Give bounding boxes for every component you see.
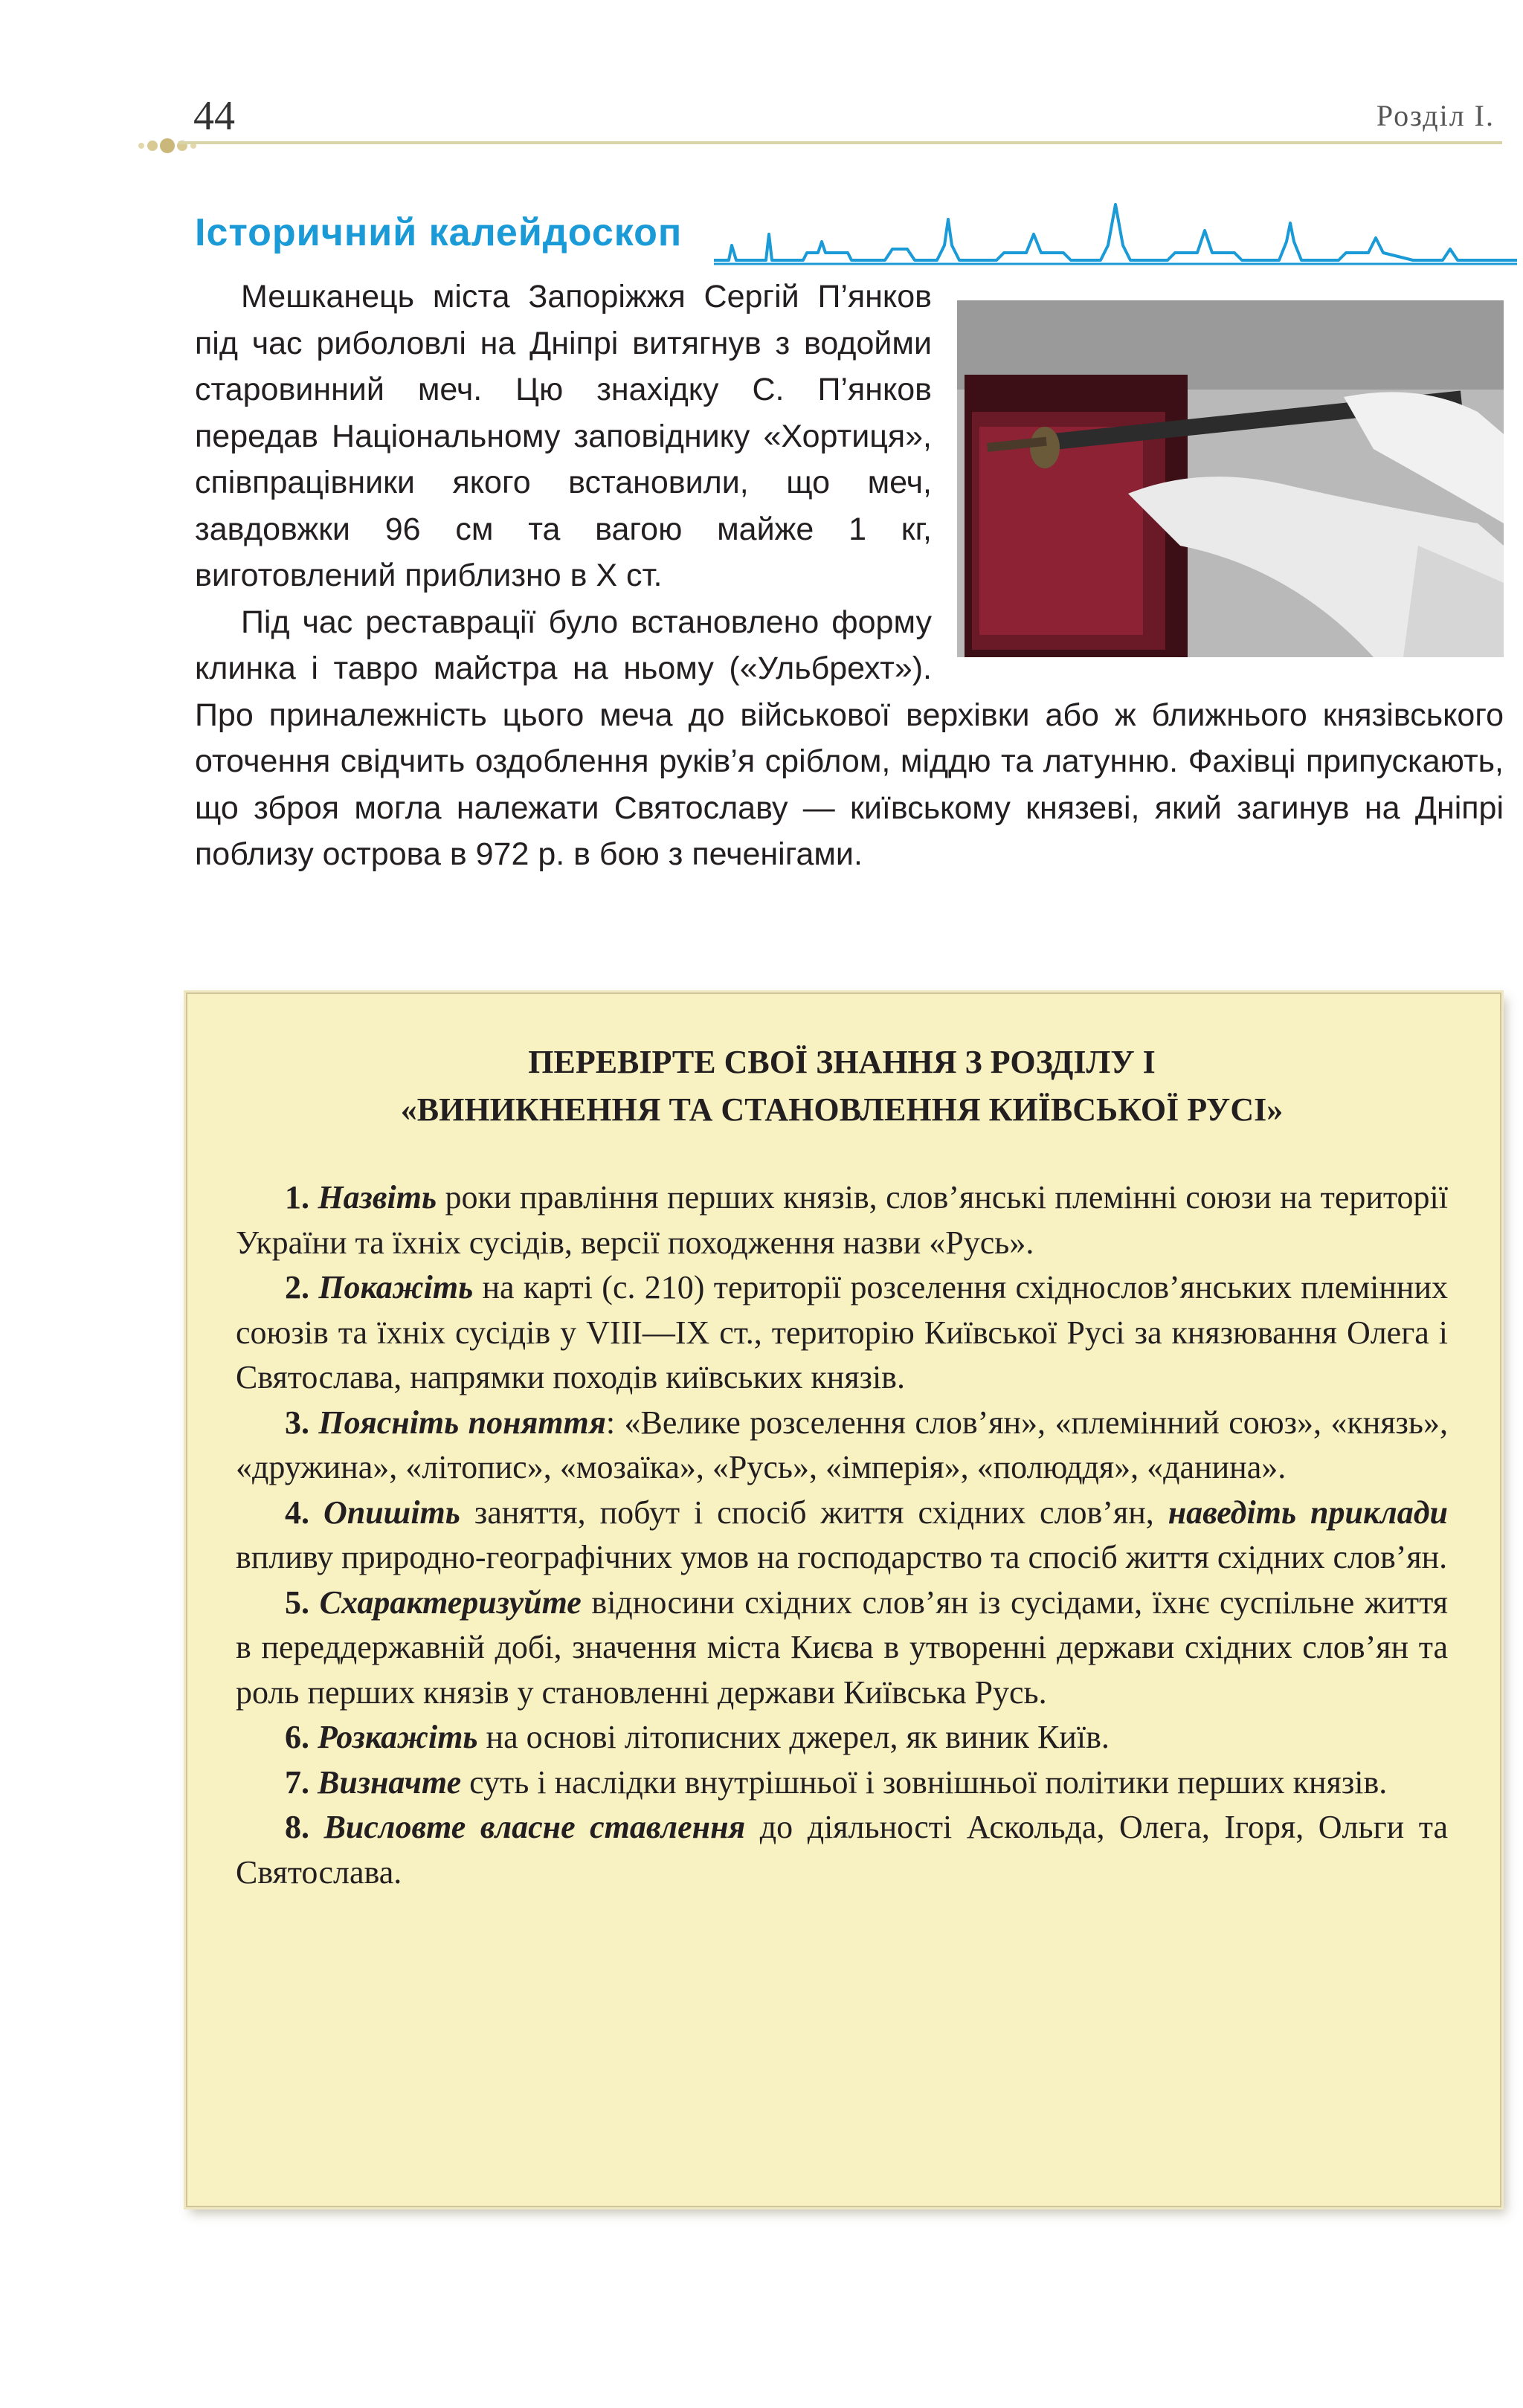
question-verb: Схарактеризуйте — [319, 1584, 582, 1621]
kaleidoscope-paragraph-2: Під час реставрації було встановлено форму клинка і тавро майстра на ньому («Ульбрехт»). Про приналежність цього меча до військової верхівки або ж ближнього князівського оточення свідчить оздоблення руків’я сріблом, міддю та латунню. Фахівці припускають, що зброя могла належати Святославу — київському князеві, який загинув на Дніпрі поблизу острова в 972 р. в бою з печенігами. — [195, 604, 1504, 872]
question-verb: Висловте власне ставлення — [323, 1809, 746, 1845]
question-text: : «Велике розселення слов’ян», «племінний союз», «князь», «дружина», «літопис», «мозаїка», «Русь», «імперія», «полюддя», «данина». — [236, 1404, 1448, 1485]
question-number: 4. — [285, 1494, 309, 1531]
question-verb: Поясніть поняття — [318, 1404, 606, 1441]
question-5 — [236, 1581, 1448, 1716]
question-text: на карті (с. 210) території розселення східнослов’янських племінних союзів та їхніх сусідів у VIII—IX ст., територію Київської Русі за князювання Олега і Святослава, напрямки походів київських князів. — [236, 1269, 1449, 1395]
ornament-icon — [134, 126, 201, 164]
kaleidoscope-title: Історичний калейдоскоп — [195, 211, 683, 254]
review-title — [236, 1039, 1448, 1134]
question-text: до діяльності Аскольда, Олега, Ігоря, Ольги та Святослава. — [236, 1809, 1449, 1891]
review-title-line-2: «ВИНИКНЕННЯ ТА СТАНОВЛЕННЯ КИЇВСЬКОЇ РУСІ» — [400, 1091, 1284, 1128]
kaleidoscope-story — [195, 274, 1504, 878]
question-text-2: впливу природно-географічних умов на господарство та спосіб життя східних слов’ян. — [236, 1539, 1448, 1575]
sword-in-case-image — [957, 300, 1504, 657]
section-label: Розділ I. — [1376, 99, 1495, 132]
question-number: 5. — [285, 1584, 309, 1621]
review-questions-box — [186, 992, 1501, 2207]
question-verb: Опишіть — [323, 1494, 460, 1531]
question-text: суть і наслідки внутрішньої і зовнішньої політики перших князів. — [461, 1763, 1388, 1801]
question-verb: Визначте — [318, 1763, 462, 1801]
question-verb: Покажіть — [318, 1269, 474, 1305]
question-number: 7. — [285, 1763, 309, 1801]
question-text: відносини східних слов’ян із сусідами, їхнє суспільне життя в переддержавній добі, значення міста Києва в утворенні держави східних слов’ян та роль перших князів у становленні держави Київська Русь. — [236, 1584, 1448, 1711]
question-1 — [236, 1175, 1448, 1265]
question-verb: Назвіть — [318, 1179, 437, 1216]
city-skyline-icon — [714, 190, 1517, 271]
header-rule — [178, 141, 1502, 144]
question-2 — [236, 1265, 1448, 1401]
question-number: 6. — [285, 1719, 309, 1755]
question-verb: Розкажіть — [318, 1719, 478, 1755]
question-3 — [236, 1401, 1448, 1491]
question-6 — [236, 1715, 1448, 1760]
question-8 — [236, 1805, 1448, 1895]
question-number: 1. — [285, 1179, 309, 1216]
question-number: 8. — [285, 1809, 309, 1845]
review-title-line-1: ПЕРЕВІРТЕ СВОЇ ЗНАННЯ З РОЗДІЛУ I — [528, 1044, 1156, 1080]
sword-photo — [957, 300, 1504, 657]
kaleidoscope-paragraph-1: Мешканець міста Запоріжжя Сергій П’янков під час риболовлі на Дніпрі витягнув з водойми старовинний меч. Цю знахідку С. П’янков передав Національному заповіднику «Хортиця», співпрацівники якого встановили, що меч, завдовжки 96 см та вагою майже 1 кг, виготовлений приблизно в X ст. — [195, 279, 932, 593]
question-text: на основі літописних джерел, як виник Київ. — [477, 1719, 1110, 1755]
question-text: роки правління перших князів, слов’янські племінні союзи на території України та їхніх сусідів, версії походження назви «Русь». — [236, 1179, 1448, 1261]
page-number: 44 — [193, 93, 235, 139]
page-header — [134, 82, 1510, 171]
question-7 — [236, 1760, 1448, 1806]
question-verb-2: наведіть приклади — [1168, 1494, 1449, 1531]
question-text: заняття, побут і спосіб життя східних слов’ян, — [460, 1494, 1168, 1531]
question-4 — [236, 1491, 1448, 1581]
question-number: 3. — [285, 1404, 309, 1441]
question-number: 2. — [285, 1269, 309, 1305]
